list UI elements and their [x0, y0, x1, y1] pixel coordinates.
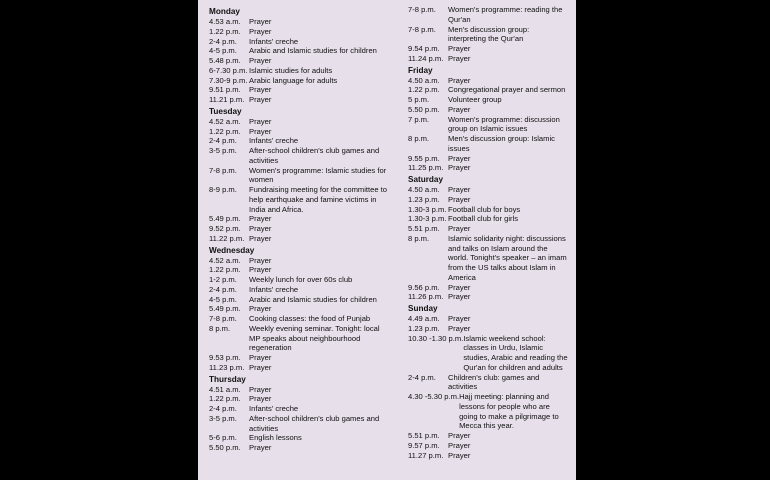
entry-time: 8 p.m.: [209, 323, 231, 333]
entry-description: Men's discussion group: Islamic issues: [448, 134, 555, 153]
entry-time: 9.57 p.m.: [408, 440, 440, 450]
schedule-entry: [209, 353, 389, 363]
schedule-entry: [408, 234, 568, 283]
schedule-entry: [209, 46, 389, 56]
entry-time: 11.25 p.m.: [408, 163, 444, 173]
schedule-entry: [209, 224, 389, 234]
entry-description: Prayer: [249, 85, 272, 95]
schedule-entry: [408, 115, 568, 135]
entry-description: Prayer: [448, 53, 471, 63]
schedule-entry: [408, 185, 568, 195]
entry-description: English lessons: [249, 433, 302, 443]
schedule-entry: [209, 394, 389, 404]
entry-time: 9.55 p.m.: [408, 153, 440, 163]
entry-time: 2-4 p.m.: [209, 36, 237, 46]
entry-description: Hajj meeting: planning and lessons for people who are going to make a pilgrimage to Mecca this year.: [459, 392, 559, 431]
schedule-entry: [408, 314, 568, 324]
entry-time: 7-8 p.m.: [209, 165, 237, 175]
entry-time: 2-4 p.m.: [209, 136, 237, 146]
entry-time: 2-4 p.m.: [408, 372, 436, 382]
entry-description: Prayer: [448, 224, 471, 233]
entry-description: Prayer: [448, 282, 471, 292]
entry-time: 4.49 a.m.: [408, 314, 440, 323]
schedule-entry: [408, 324, 568, 334]
schedule-entry: [209, 385, 389, 395]
schedule-entry: [209, 56, 389, 66]
entry-description: Prayer: [448, 163, 471, 173]
entry-description: Prayer: [249, 116, 272, 126]
entry-time: 1.22 p.m.: [209, 265, 241, 275]
day-heading: Monday: [209, 7, 240, 16]
entry-description: Arabic and Islamic studies for children: [249, 294, 377, 304]
schedule-entry: [209, 136, 389, 146]
schedule-entry: [209, 324, 389, 353]
entry-time: 1-2 p.m.: [209, 275, 237, 284]
day-heading: Friday: [408, 65, 433, 75]
schedule-entry: [408, 283, 568, 293]
entry-description: Weekly evening seminar. Tonight: local MP speaks about neighbourhood regeneration: [249, 323, 380, 353]
entry-time: 1.23 p.m.: [408, 323, 440, 333]
entry-description: Prayer: [448, 314, 471, 323]
schedule-entry: [209, 166, 389, 186]
entry-time: 4.53 a.m.: [209, 17, 241, 26]
entry-time: 4-5 p.m.: [209, 294, 237, 304]
entry-time: 1.30-3 p.m.: [408, 214, 447, 224]
entry-time: 11.27 p.m.: [408, 450, 444, 460]
entry-time: 1.23 p.m.: [408, 194, 440, 204]
entry-time: 9.51 p.m.: [209, 85, 241, 95]
schedule-entry: [408, 25, 568, 45]
day-heading: Sunday: [408, 304, 438, 313]
entry-time: 11.24 p.m.: [408, 53, 444, 63]
entry-time: 2-4 p.m.: [209, 284, 237, 294]
schedule-entry: [209, 285, 389, 295]
schedule-entry: [209, 117, 389, 127]
entry-time: 8 p.m.: [408, 134, 430, 143]
entry-time: 11.22 p.m.: [209, 233, 245, 243]
schedule-entry: [408, 431, 568, 441]
entry-description: Prayer: [249, 17, 272, 26]
entry-time: 5 p.m.: [408, 95, 430, 104]
entry-time: 9.53 p.m.: [209, 353, 241, 362]
schedule-entry: [209, 85, 389, 95]
entry-description: Prayer: [249, 224, 272, 233]
entry-description: Prayer: [448, 185, 471, 194]
entry-time: 7 p.m.: [408, 114, 430, 124]
entry-time: 9.52 p.m.: [209, 224, 241, 233]
entry-description: Infants' creche: [249, 136, 299, 146]
entry-time: 7-8 p.m.: [408, 24, 436, 34]
schedule-entry: [408, 195, 568, 205]
schedule-entry: [408, 105, 568, 115]
entry-description: Prayer: [448, 104, 471, 114]
entry-time: 6-7.30 p.m.: [209, 65, 248, 75]
entry-time: 7.30-9 p.m.: [209, 75, 248, 85]
entry-time: 4.51 a.m.: [209, 384, 241, 394]
entry-description: Prayer: [448, 153, 471, 163]
day-heading: Wednesday: [209, 245, 255, 255]
entry-description: Prayer: [249, 362, 272, 372]
schedule-entry: [209, 127, 389, 137]
schedule-entry: [408, 205, 568, 215]
entry-description: Prayer: [249, 214, 272, 224]
schedule-entry: [209, 275, 389, 285]
entry-time: 5.51 p.m.: [408, 224, 440, 233]
entry-time: 1.30-3 p.m.: [408, 204, 447, 214]
schedule-entry: [408, 392, 568, 431]
schedule-entry: [209, 17, 389, 27]
entry-description: Prayer: [448, 440, 471, 450]
schedule-entry: [408, 5, 568, 25]
entry-time: 4.30 -5.30 p.m.: [408, 392, 460, 401]
schedule-entry: [209, 146, 389, 166]
schedule-entry: [408, 224, 568, 234]
entry-description: Children's club: games and activities: [448, 372, 540, 392]
day-heading: Thursday: [209, 374, 246, 384]
entry-description: Prayer: [249, 56, 272, 65]
schedule-page: [198, 0, 576, 480]
entry-description: Prayer: [249, 126, 272, 136]
entry-description: Prayer: [448, 44, 471, 53]
entry-description: Football club for boys: [448, 204, 521, 214]
entry-time: 5.51 p.m.: [408, 431, 440, 440]
entry-description: Prayer: [249, 26, 272, 36]
schedule-entry: [408, 154, 568, 164]
schedule-entry: [408, 76, 568, 86]
schedule-entry: [209, 295, 389, 305]
entry-description: Infants' creche: [249, 404, 299, 413]
entry-description: Weekly lunch for over 60s club: [249, 275, 353, 284]
entry-description: Men's discussion group: interpreting the Qur'an: [448, 24, 530, 44]
entry-time: 9.54 p.m.: [408, 44, 440, 53]
schedule-entry: [408, 292, 568, 302]
entry-description: Prayer: [448, 323, 471, 333]
entry-description: Infants' creche: [249, 36, 299, 46]
entry-time: 5.49 p.m.: [209, 304, 241, 314]
entry-time: 5.48 p.m.: [209, 56, 241, 65]
entry-time: 11.23 p.m.: [209, 362, 245, 372]
entry-description: Prayer: [448, 431, 471, 440]
schedule-entry: [209, 443, 389, 453]
entry-description: Islamic solidarity night: discussions and talks on Islam around the world. Tonight's speaker – an imam from the US talks about Islam in America: [448, 233, 567, 282]
schedule-entry: [408, 95, 568, 105]
schedule-entry: [408, 451, 568, 461]
entry-time: 4.50 a.m.: [408, 75, 440, 85]
entry-description: Congregational prayer and sermon: [448, 85, 566, 95]
entry-description: Fundraising meeting for the committee to help earthquake and famine victims in India and Africa.: [249, 185, 388, 214]
schedule-entry: [209, 414, 389, 434]
entry-time: 7-8 p.m.: [408, 5, 436, 14]
entry-description: Arabic language for adults: [249, 75, 338, 85]
schedule-entry: [209, 265, 389, 275]
entry-time: 4.52 a.m.: [209, 255, 241, 265]
entry-description: Prayer: [249, 384, 272, 394]
entry-description: Football club for girls: [448, 214, 519, 224]
schedule-entry: [408, 163, 568, 173]
entry-time: 1.22 p.m.: [209, 26, 241, 36]
schedule-entry: [209, 256, 389, 266]
entry-time: 7-8 p.m.: [209, 314, 237, 323]
entry-time: 1.22 p.m.: [209, 126, 241, 136]
entry-time: 2-4 p.m.: [209, 404, 237, 413]
schedule-entry: [408, 334, 568, 373]
entry-description: Women's programme: discussion group on Islamic issues: [448, 114, 560, 134]
schedule-entry: [408, 134, 568, 154]
entry-description: Prayer: [249, 265, 272, 275]
entry-time: 4.52 a.m.: [209, 116, 241, 126]
entry-time: 5.50 p.m.: [209, 443, 241, 452]
entry-time: 5.49 p.m.: [209, 214, 241, 224]
entry-description: Prayer: [249, 394, 272, 404]
schedule-entry: [209, 95, 389, 105]
schedule-column-right: [408, 5, 568, 460]
entry-time: 5-6 p.m.: [209, 433, 237, 443]
schedule-entry: [209, 304, 389, 314]
entry-time: 8-9 p.m.: [209, 185, 237, 194]
schedule-entry: [209, 66, 389, 76]
schedule-entry: [209, 76, 389, 86]
entry-description: Islamic studies for adults: [249, 65, 333, 75]
entry-time: 1.22 p.m.: [408, 85, 440, 95]
entry-description: Islamic weekend school: classes in Urdu, Islamic studies, Arabic and reading the Qur'an for children and adults: [463, 333, 568, 372]
entry-description: Cooking classes: the food of Punjab: [249, 314, 371, 323]
entry-time: 3-5 p.m.: [209, 146, 237, 155]
schedule-entry: [408, 214, 568, 224]
day-heading: Tuesday: [209, 106, 242, 116]
schedule-entry: [408, 85, 568, 95]
entry-description: Women's programme: reading the Qur'an: [448, 5, 563, 24]
entry-description: Women's programme: Islamic studies for women: [249, 165, 387, 185]
entry-description: Prayer: [249, 233, 272, 243]
schedule-entry: [209, 214, 389, 224]
entry-description: Volunteer group: [448, 95, 502, 104]
entry-description: Prayer: [448, 450, 471, 460]
entry-description: Prayer: [448, 292, 471, 302]
schedule-entry: [209, 185, 389, 214]
entry-time: 9.56 p.m.: [408, 282, 440, 292]
schedule-entry: [408, 441, 568, 451]
schedule-entry: [408, 373, 568, 393]
entry-description: Prayer: [249, 443, 272, 452]
schedule-entry: [209, 234, 389, 244]
entry-description: Arabic and Islamic studies for children: [249, 46, 377, 56]
entry-description: Prayer: [448, 75, 471, 85]
schedule-entry: [209, 37, 389, 47]
entry-description: Prayer: [249, 353, 272, 362]
entry-description: Prayer: [249, 95, 272, 104]
entry-time: 11.21 p.m.: [209, 95, 245, 104]
entry-time: 11.26 p.m.: [408, 292, 444, 302]
entry-time: 1.22 p.m.: [209, 394, 241, 404]
schedule-entry: [209, 433, 389, 443]
schedule-entry: [209, 314, 389, 324]
day-heading: Saturday: [408, 175, 444, 184]
entry-description: After-school children's club games and activities: [249, 146, 380, 165]
entry-time: 3-5 p.m.: [209, 413, 237, 423]
entry-time: 5.50 p.m.: [408, 104, 440, 114]
entry-description: Prayer: [249, 255, 272, 265]
entry-time: 8 p.m.: [408, 233, 430, 243]
entry-time: 10.30 -1.30 p.m.: [408, 333, 464, 343]
schedule-entry: [408, 44, 568, 54]
entry-description: Prayer: [249, 304, 272, 314]
entry-time: 4.50 a.m.: [408, 185, 440, 194]
schedule-entry: [408, 54, 568, 64]
entry-description: Prayer: [448, 194, 471, 204]
schedule-column-left: [209, 5, 389, 453]
entry-description: After-school children's club games and activities: [249, 413, 380, 433]
entry-description: Infants' creche: [249, 284, 299, 294]
schedule-entry: [209, 404, 389, 414]
entry-time: 4-5 p.m.: [209, 46, 237, 56]
schedule-entry: [209, 27, 389, 37]
schedule-entry: [209, 363, 389, 373]
